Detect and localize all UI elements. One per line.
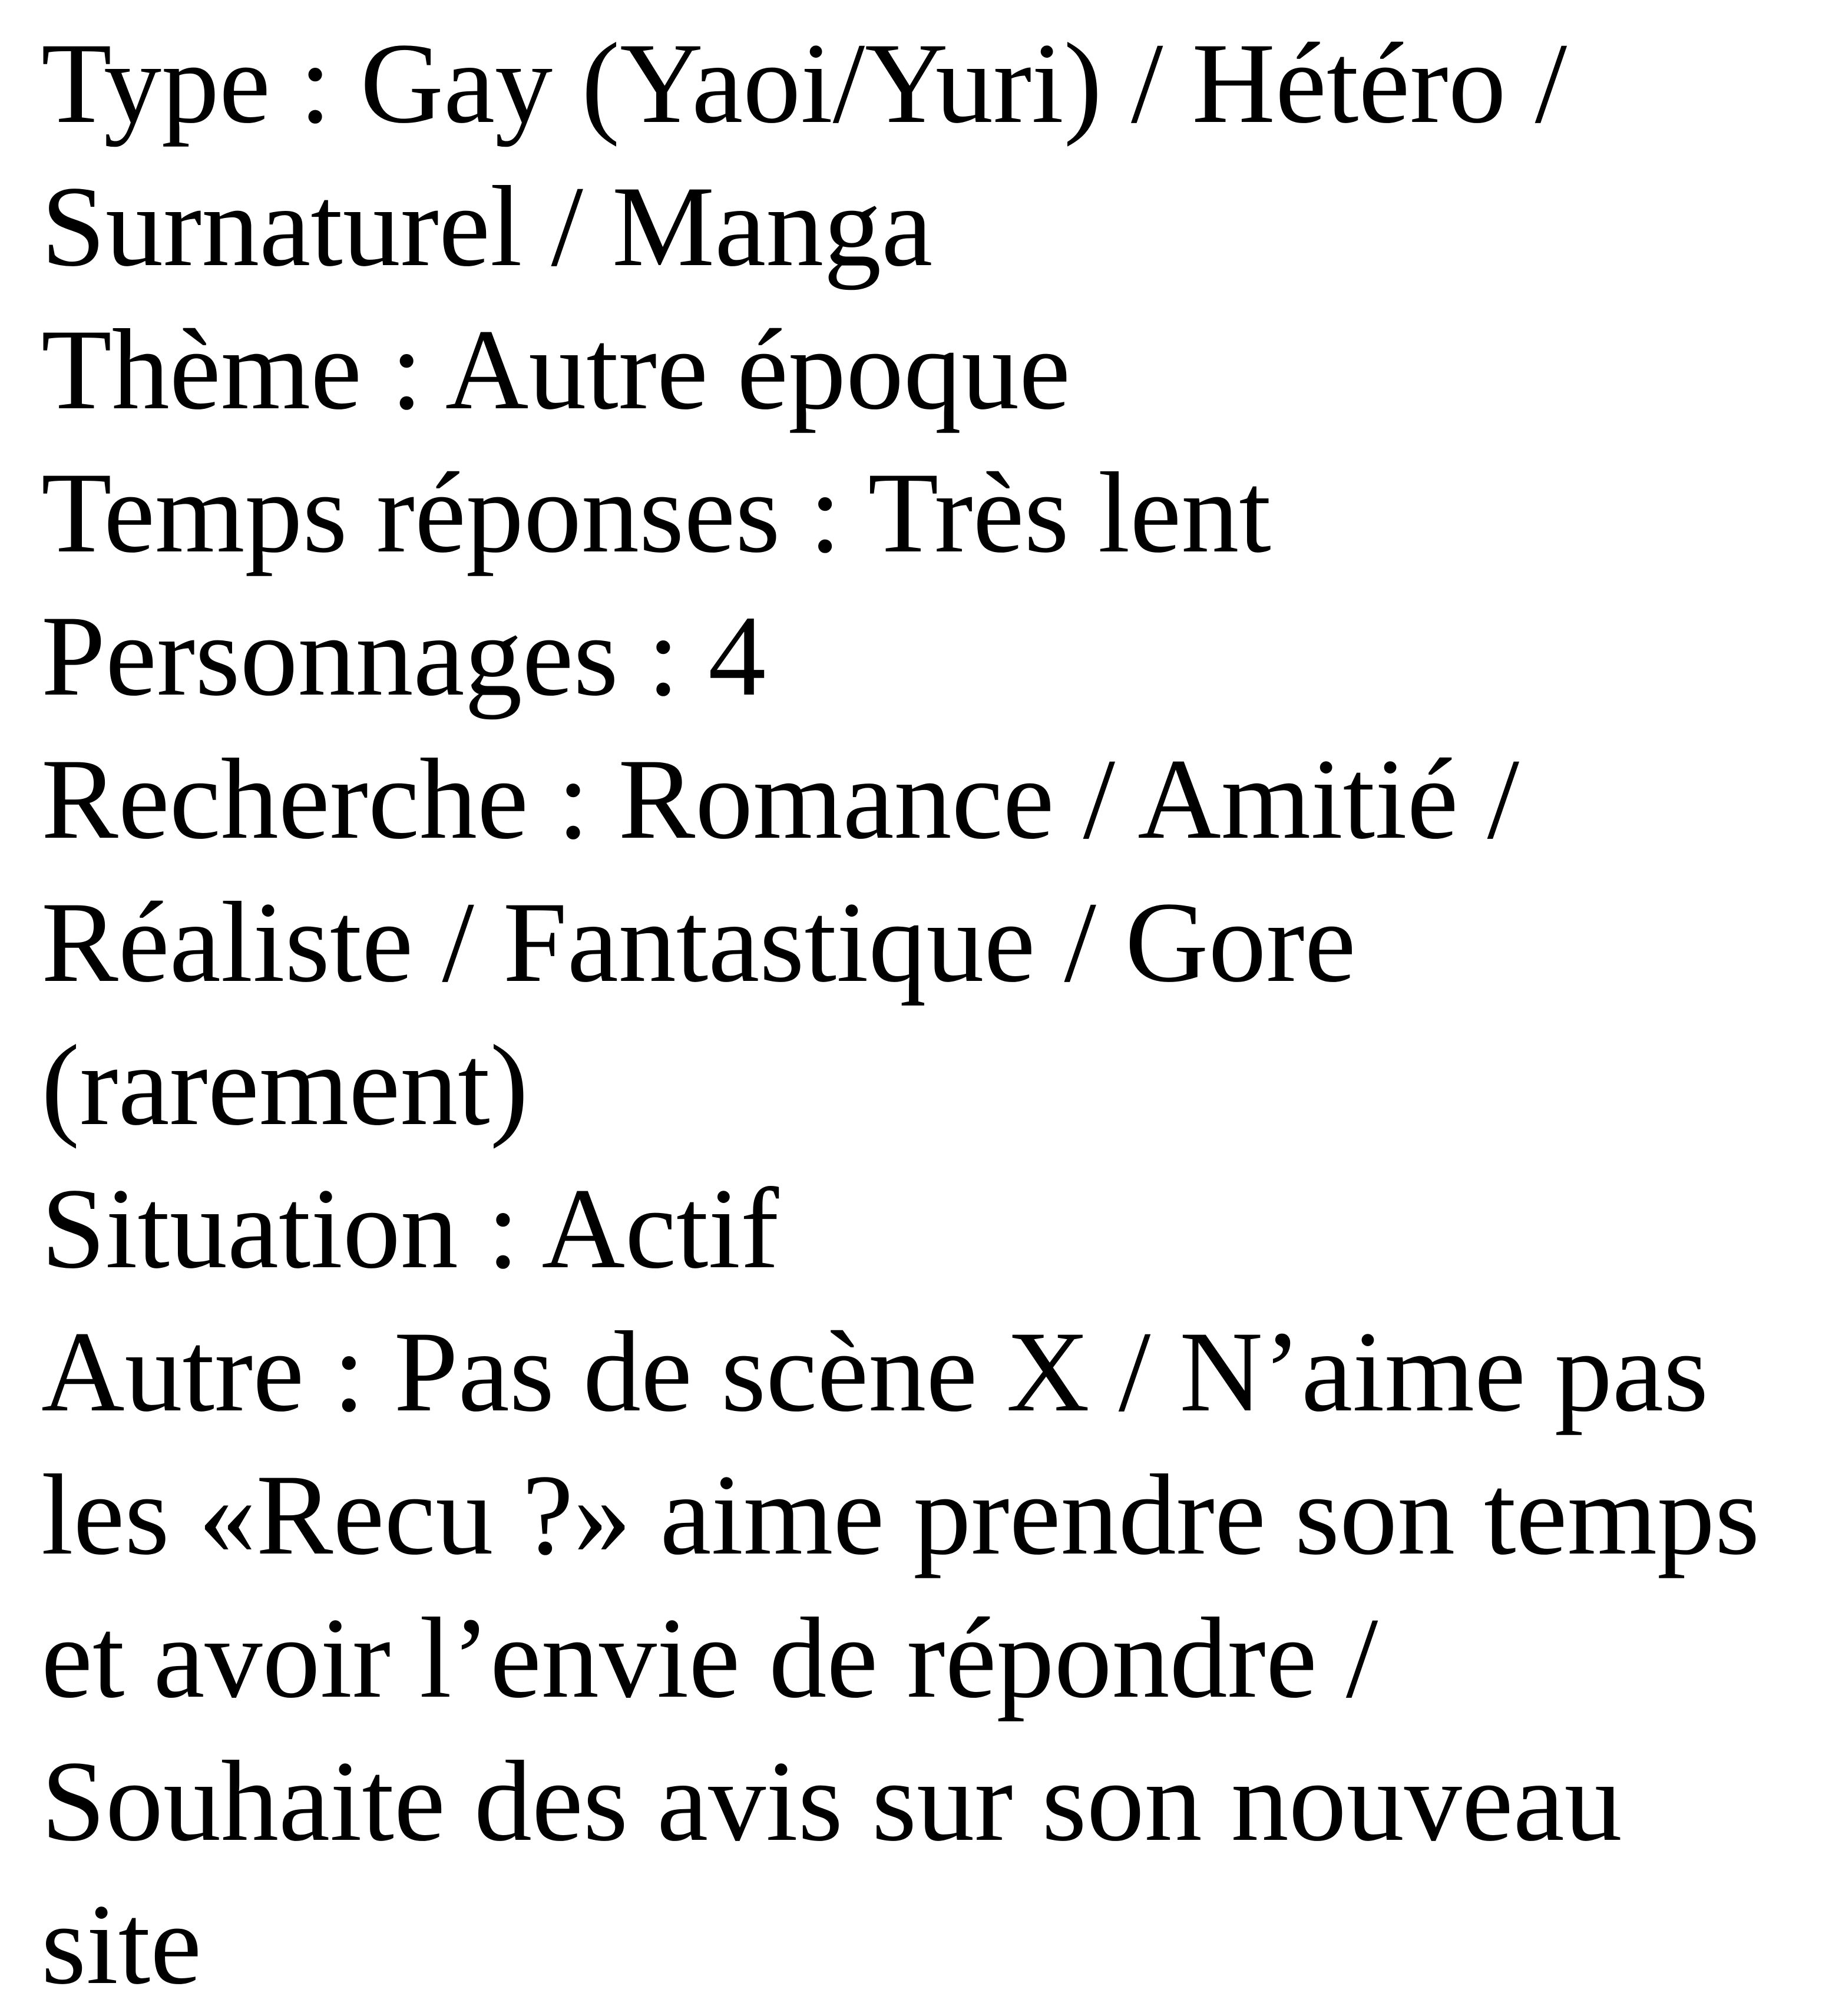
- profile-text-block: [41, 12, 1832, 2016]
- response-time-line: Temps réponses : Très lent: [41, 449, 1271, 577]
- characters-line: Personnages : 4: [41, 592, 766, 720]
- other-line-1: Autre : Pas de scène X / N’aime pas: [41, 1308, 1709, 1436]
- situation-line: Situation : Actif: [41, 1165, 779, 1293]
- other-line-2: les «Recu ?» aime prendre son temps: [41, 1451, 1760, 1579]
- other-line-3: et avoir l’envie de répondre /: [41, 1594, 1378, 1722]
- theme-line: Thème : Autre époque: [41, 306, 1071, 434]
- type-line-2: Surnaturel / Manga: [41, 163, 933, 290]
- other-line-4: Souhaite des avis sur son nouveau: [41, 1737, 1622, 1865]
- search-line-1: Recherche : Romance / Amitié /: [41, 735, 1520, 863]
- search-line-3: (rarement): [41, 1022, 528, 1149]
- type-line-1: Type : Gay (Yaoi/Yuri) / Hétéro /: [41, 19, 1567, 147]
- other-line-5: site: [41, 1881, 202, 2008]
- search-line-2: Réaliste / Fantastique / Gore: [41, 878, 1356, 1006]
